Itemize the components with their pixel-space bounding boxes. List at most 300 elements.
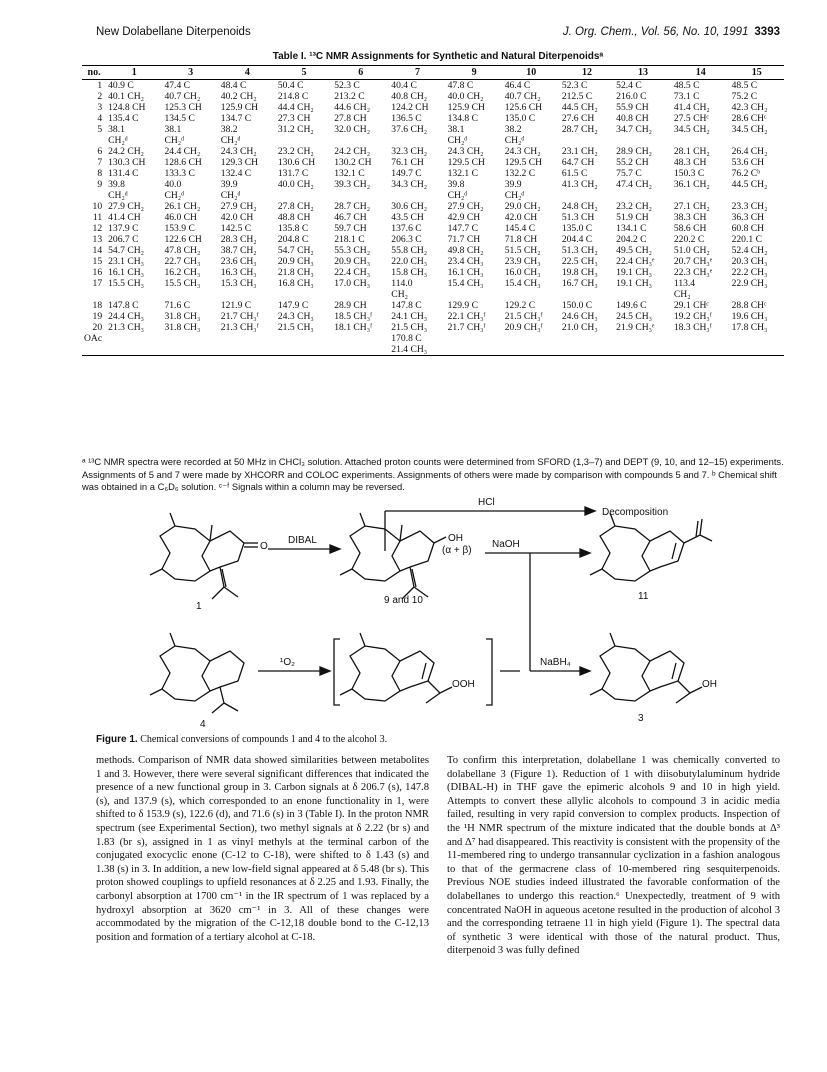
table-cell: CH₂ᵈ (504, 135, 525, 146)
table-cell: CH₂ᵈ (164, 190, 185, 201)
table-cell: 48.5 C (731, 80, 758, 91)
table-cell: 149.7 C (391, 168, 422, 179)
table-cell: 53.6 CH (731, 157, 765, 168)
table-cell: 55.3 CH₂ (334, 245, 371, 256)
table-cell: 28.9 CH₂ (616, 146, 653, 157)
row-number-cell: 5 (97, 124, 103, 135)
table-cell: 46.7 CH (334, 212, 367, 223)
table-cell: 147.8 C (108, 300, 139, 311)
table-cell: 129.5 CH (504, 157, 543, 168)
table-cell: 42.0 CH (504, 212, 538, 223)
table-cell: CH₂ᵈ (108, 135, 128, 146)
row-number-cell: 19 (92, 311, 103, 322)
column-header: 5 (276, 66, 332, 80)
table-cell: 44.5 CH₂ (731, 179, 768, 190)
table-cell: 135.0 C (504, 113, 536, 124)
table-cell: 20.7 CH₃ᵉ (673, 256, 713, 267)
table-cell: 129.5 CH (447, 157, 485, 168)
table-cell (446, 333, 503, 344)
table-cell: 26.1 CH₂ (164, 201, 201, 212)
table-cell: 20.3 CH₃ (731, 256, 768, 267)
table-cell: 75.2 C (731, 91, 758, 102)
table-cell: 124.2 CH (391, 102, 429, 113)
table-cell: 147.9 C (277, 300, 309, 311)
table-cell: 21.7 CH₃ᶠ (220, 311, 259, 322)
table-cell: 19.1 CH₃ (616, 278, 653, 289)
table-cell: 40.0 CH₂ (277, 179, 314, 190)
table-cell: 31.8 CH₃ (164, 322, 201, 333)
table-cell: 29.0 CH₂ (504, 201, 541, 212)
table-cell: 19.1 CH₃ (616, 267, 653, 278)
table-cell: CH₂ᵈ (164, 135, 185, 146)
table-cell (560, 190, 614, 201)
table-cell: 71.7 CH (447, 234, 481, 245)
table-cell: 38.7 CH₂ (220, 245, 257, 256)
table-cell (672, 344, 730, 356)
table-cell: CH₂ (391, 289, 408, 300)
hydroperoxide-label: OOH (452, 679, 475, 690)
table-cell: 26.4 CH₂ (731, 146, 768, 157)
column-header: 10 (503, 66, 560, 80)
table-cell: 28.7 CH₂ (334, 201, 371, 212)
table-cell: 58.6 CH (673, 223, 707, 234)
table-cell: 32.0 CH₂ (334, 124, 371, 135)
table-cell: 28.6 CHᶜ (731, 113, 767, 124)
table-cell: 27.9 CH₂ (108, 201, 144, 212)
compound-1-structure (150, 513, 258, 599)
table-cell: 125.9 CH (447, 102, 485, 113)
table-cell: 132.4 C (220, 168, 252, 179)
table-cell (332, 333, 389, 344)
table-cell: 40.1 CH₂ (108, 91, 144, 102)
running-head (96, 26, 780, 42)
table-cell: 204.2 C (616, 234, 647, 245)
table-cell (332, 135, 389, 146)
table-row (82, 267, 784, 278)
table-cell: 60.8 CH (731, 223, 765, 234)
table-cell: 27.9 CH₂ (447, 201, 484, 212)
table-cell: 130.6 CH (277, 157, 316, 168)
table-cell: 23.4 CH₃ (447, 256, 484, 267)
table-cell: 124.8 CH (108, 102, 146, 113)
table-cell (614, 344, 672, 356)
row-number-cell: 14 (92, 245, 103, 256)
table-row (82, 157, 784, 168)
table-cell (503, 289, 560, 300)
table-cell: 38.2 (504, 124, 522, 135)
table-cell: 30.6 CH₂ (391, 201, 428, 212)
table-cell: 28.3 CH₂ (220, 234, 257, 245)
row-number-cell (82, 289, 106, 300)
table-cell: 51.3 CH₂ (561, 245, 598, 256)
table-cell (560, 333, 614, 344)
table-cell: 220.1 C (731, 234, 762, 245)
table-cell: 52.4 C (616, 80, 642, 91)
table-cell: CH₂ᵈ (447, 135, 468, 146)
table-cell: 27.5 CHᶜ (673, 113, 709, 124)
table-cell (106, 289, 162, 300)
table-cell: 31.2 CH₂ (277, 124, 314, 135)
table-cell: 38.3 CH (673, 212, 707, 223)
table-cell: 34.7 CH₂ (616, 124, 653, 135)
hydroxyl-label-3: OH (702, 679, 717, 690)
column-header: 13 (614, 66, 672, 80)
row-number-cell: 12 (92, 223, 103, 234)
row-number-cell (82, 135, 106, 146)
table-cell: 51.3 CH (561, 212, 595, 223)
table-cell: 16.3 CH₃ (220, 267, 257, 278)
table-row (82, 245, 784, 256)
table-cell: 147.7 C (447, 223, 479, 234)
compound-9-10-structure (340, 513, 446, 599)
table-cell: 40.4 C (391, 80, 417, 91)
table-cell: 24.2 CH₂ (334, 146, 371, 157)
table-cell: 40.0 (164, 179, 182, 190)
table-cell: 147.8 C (391, 300, 422, 311)
table-cell: 38.1 (164, 124, 182, 135)
table-cell: 16.2 CH₃ (164, 267, 201, 278)
table-cell: 18.3 CH₃ᶠ (673, 322, 712, 333)
table-cell: 129.9 C (447, 300, 479, 311)
table-cell: 47.4 CH₂ (616, 179, 653, 190)
table-cell: 22.3 CH₃ᵉ (673, 267, 713, 278)
reagent-hcl: HCl (478, 497, 495, 508)
table-cell: 23.1 CH₂ (561, 146, 598, 157)
table-cell: 41.3 CH₂ (561, 179, 598, 190)
table-cell: 149.6 C (616, 300, 647, 311)
table-cell (332, 289, 389, 300)
table-cell: 130.3 CH (108, 157, 146, 168)
table-cell: 37.6 CH₂ (391, 124, 428, 135)
table-cell: 41.4 CH₂ (673, 102, 710, 113)
compound-label-4: 4 (200, 719, 206, 730)
table-cell: 18.5 CH₃ᶠ (334, 311, 373, 322)
table-cell: 16.1 CH₃ (447, 267, 484, 278)
table-cell: 28.7 CH₂ (561, 124, 598, 135)
table-row (82, 91, 784, 102)
table-cell: 27.9 CH₂ (220, 201, 257, 212)
column-header: 14 (672, 66, 730, 80)
row-number-cell: 16 (92, 267, 103, 278)
table-cell (560, 289, 614, 300)
table-cell: CH₂ (673, 289, 691, 300)
table-cell: 34.3 CH₂ (391, 179, 428, 190)
table-cell (503, 344, 560, 356)
table-cell: 19.6 CH₃ (731, 311, 768, 322)
table-cell: 24.3 CH₂ (447, 146, 484, 157)
table-cell: 22.4 CH₃ (334, 267, 371, 278)
table-cell: 51.5 CH₂ (504, 245, 541, 256)
table-row (82, 333, 784, 344)
reaction-scheme-svg (140, 491, 780, 731)
table-cell: 28.1 CH₂ (673, 146, 710, 157)
table-cell: 71.8 CH (504, 234, 538, 245)
table-cell (162, 344, 218, 356)
table-cell: 145.4 C (504, 223, 536, 234)
table-cell: 47.4 C (164, 80, 191, 91)
compound-label-9-10: 9 and 10 (384, 595, 423, 606)
table-cell: 47.8 C (447, 80, 474, 91)
table-cell: 24.5 CH₃ (616, 311, 653, 322)
table-cell (389, 135, 445, 146)
table-cell: 71.6 C (164, 300, 191, 311)
table-cell: 129.3 CH (220, 157, 259, 168)
table-cell: 24.1 CH₃ (391, 311, 428, 322)
table-cell: 48.8 CH (277, 212, 311, 223)
table-cell: CH₂ᵈ (108, 190, 128, 201)
table-cell: 125.6 CH (504, 102, 543, 113)
table-cell: 131.7 C (277, 168, 309, 179)
table-cell (446, 289, 503, 300)
table-cell (730, 135, 784, 146)
table-cell: 39.8 (447, 179, 465, 190)
table-cell (730, 289, 784, 300)
table-cell (560, 344, 614, 356)
row-number-cell: 7 (97, 157, 103, 168)
table-cell: 36.1 CH₂ (673, 179, 710, 190)
table-cell (672, 333, 730, 344)
table-cell: 135.8 C (277, 223, 309, 234)
table-cell: 55.8 CH₂ (391, 245, 428, 256)
table-cell: 216.0 C (616, 91, 647, 102)
figure-1-scheme (140, 491, 780, 731)
hydroxyl-label-9-10: OH (448, 533, 463, 544)
table-cell: 133.3 C (164, 168, 195, 179)
table-cell: 218.1 C (334, 234, 365, 245)
table-cell (614, 289, 672, 300)
alpha-beta-label: (α + β) (442, 545, 472, 556)
figure-caption (96, 734, 387, 745)
row-number-cell: 11 (92, 212, 103, 223)
table-cell (503, 333, 560, 344)
table-row (82, 322, 784, 333)
table-cell (389, 190, 445, 201)
table-cell (672, 135, 730, 146)
journal-citation: J. Org. Chem., Vol. 56, No. 10, 1991 (562, 26, 749, 38)
table-cell: 24.3 CH₂ (220, 146, 257, 157)
table-cell: 24.2 CH₂ (108, 146, 144, 157)
table-cell (106, 344, 162, 356)
table-cell: 24.4 CH₂ (164, 146, 201, 157)
table-cell: 49.8 CH₂ (447, 245, 484, 256)
table-cell: 214.8 C (277, 91, 309, 102)
table-row (82, 124, 784, 135)
table-cell: 21.0 CH₃ (561, 322, 598, 333)
hcl-arrowhead (585, 507, 595, 515)
table-cell: 21.4 CH₃ (389, 344, 445, 356)
table-row (82, 201, 784, 212)
table-cell: 75.7 C (616, 168, 642, 179)
table-cell: 125.3 CH (164, 102, 202, 113)
table-cell: 23.9 CH₃ (504, 256, 541, 267)
bracket-right (486, 639, 492, 705)
table-cell (162, 333, 218, 344)
table-cell: 50.4 C (277, 80, 304, 91)
table-cell: 24.6 CH₃ (561, 311, 598, 322)
figure-caption-label: Figure 1. (96, 734, 138, 745)
table-cell: 22.1 CH₃ᶠ (447, 311, 486, 322)
column-header: 3 (162, 66, 218, 80)
column-header: 1 (106, 66, 162, 80)
table-cell: 73.1 C (673, 91, 700, 102)
table-cell: 22.2 CH₃ (731, 267, 768, 278)
body-text-left-column: methods. Comparison of NMR data showed similarities between metabolites 1 and 3. However, there were several significant differences that indicated the presence of a new functional group in 3. Carbon signals at δ 206.7 (s), 147.8 (s), and 137.9 (s), which corresponded to an enone functionality in 1, were shifted to δ 153.9 (s), 122.6 (d), and 71.6 (s) in 3 (Table I). In the proton NMR spectrum (see Experimental Section), two methyl signals at δ 2.22 (br s) and 1.83 (br s), assigned in 1 as vinyl methyls at the terminal carbon of the conjugated exocyclic enone (C-12 to C-18), were shifted to δ 1.43 (s) and 1.38 (s) in 3. In addition, a new low-field signal appeared at δ 5.48 (br s). This proton showed couplings to upfield resonances at δ 2.25 and 1.93. Finally, the carbonyl absorption at 1700 cm⁻¹ in the IR spectrum of 1 was replaced by a hydroxyl absorption at 3620 cm⁻¹ in 3. All of these changes were accommodated by the migration of the C-12,18 double bond to the C-12,13 position and formation of a tertiary alcohol at C-18. (96, 755, 429, 943)
table-cell: 27.8 CH (334, 113, 367, 124)
table-cell: 43.5 CH (391, 212, 424, 223)
table-cell: 22.5 CH₃ (561, 256, 598, 267)
table-cell (730, 333, 784, 344)
table-cell: 170.8 C (391, 333, 422, 344)
table-cell: 134.5 C (164, 113, 195, 124)
table-cell (276, 333, 332, 344)
table-cell: 21.5 CH₃ᶠ (504, 311, 543, 322)
table-row (82, 234, 784, 245)
row-number-cell: 8 (97, 168, 103, 179)
column-header: 9 (446, 66, 503, 80)
table-cell: 15.8 CH₃ (391, 267, 428, 278)
table-cell: 17.0 CH₃ (334, 278, 371, 289)
table-cell (614, 333, 672, 344)
table-cell: 212.5 C (561, 91, 593, 102)
table-cell: 16.1 CH₃ (108, 267, 144, 278)
table-cell: 23.3 CH₂ (731, 201, 768, 212)
bracket-left (334, 639, 340, 705)
table-cell: 59.7 CH (334, 223, 367, 234)
table-cell (672, 190, 730, 201)
table-cell: 22.4 CH₃ᵉ (616, 256, 655, 267)
table-cell: 129.2 C (504, 300, 536, 311)
table-cell: 15.4 CH₃ (447, 278, 484, 289)
column-header: 12 (560, 66, 614, 80)
row-number-cell: 10 (92, 201, 103, 212)
table-cell: 135.0 C (561, 223, 593, 234)
table-cell: 20.9 CH₃ (277, 256, 314, 267)
table-cell: 206.3 C (391, 234, 422, 245)
table-cell: 24.8 CH₂ (561, 201, 598, 212)
decomposition-label: Decomposition (602, 507, 669, 518)
table-cell: 16.0 CH₃ (504, 267, 541, 278)
row-number-cell: 17 (92, 278, 103, 289)
table-cell: 52.4 CH₂ (731, 245, 768, 256)
row-number-cell: 3 (97, 102, 103, 113)
table-header-row (82, 66, 784, 80)
table-cell: 76.2 Cᵇ (731, 168, 761, 179)
table-cell: 48.5 C (673, 80, 700, 91)
table-cell: 39.9 (504, 179, 522, 190)
table-cell: 21.7 CH₃ᶠ (447, 322, 486, 333)
compound-label-3: 3 (638, 713, 644, 724)
row-number-cell (82, 344, 106, 356)
table-cell: 213.2 C (334, 91, 365, 102)
table-cell: 20.9 CH₃ᶠ (504, 322, 543, 333)
table-cell: 36.3 CH (731, 212, 765, 223)
table-cell: 49.5 CH₂ (616, 245, 653, 256)
table-cell: 40.7 CH₂ (504, 91, 541, 102)
table-cell: CH₂ᵈ (220, 135, 241, 146)
figure-caption-text: Chemical conversions of compounds 1 and 4 to the alcohol 3. (140, 734, 388, 745)
table-cell: 48.3 CH (673, 157, 707, 168)
column-header: 6 (332, 66, 389, 80)
table-cell: 38.1 (447, 124, 465, 135)
table-cell: 51.0 CH₂ (673, 245, 710, 256)
table-cell: 38.2 (220, 124, 238, 135)
hydroperoxide-intermediate-structure (340, 633, 452, 703)
row-number-cell: 13 (92, 234, 103, 245)
table-cell: 15.3 CH₃ (220, 278, 257, 289)
table-cell: 40.0 CH₂ (447, 91, 484, 102)
table-row (82, 168, 784, 179)
table-cell (614, 190, 672, 201)
table-cell: 44.5 CH₂ (561, 102, 598, 113)
table-cell: 113.4 (673, 278, 696, 289)
row-number-cell: 18 (92, 300, 103, 311)
table-cell (219, 344, 276, 356)
table-row (82, 344, 784, 356)
table-cell: 21.3 CH₃ (108, 322, 144, 333)
table-row (82, 223, 784, 234)
table-cell: 46.4 C (504, 80, 531, 91)
table-cell: 137.9 C (108, 223, 139, 234)
table-cell: 24.3 CH₃ (277, 311, 314, 322)
table-cell: 153.9 C (164, 223, 195, 234)
table-cell: 46.0 CH (164, 212, 197, 223)
table-cell: CH₂ᵈ (504, 190, 525, 201)
table-cell (332, 190, 389, 201)
table-row (82, 190, 784, 201)
table-cell: 28.9 CH (334, 300, 367, 311)
table-cell: 48.4 C (220, 80, 247, 91)
table-row (82, 135, 784, 146)
table-cell: 21.5 CH₃ (277, 322, 314, 333)
table-cell: 55.9 CH (616, 102, 649, 113)
table-cell: 15.5 CH₃ (108, 278, 144, 289)
table-cell (276, 344, 332, 356)
page-number: 3393 (754, 26, 780, 38)
row-number-cell: OAc (84, 333, 103, 344)
table-cell (446, 344, 503, 356)
table-cell: 40.9 C (108, 80, 134, 91)
reagent-singlet-oxygen: ¹O₂ (280, 657, 295, 668)
row-number-cell: 20 (92, 322, 103, 333)
table-cell: 17.8 CH₃ (731, 322, 768, 333)
reagent-dibal: DIBAL (288, 535, 317, 546)
table-cell: 22.7 CH₃ (164, 256, 201, 267)
table-cell: 52.3 C (561, 80, 588, 91)
table-cell: 34.5 CH₂ (673, 124, 710, 135)
table-row (82, 212, 784, 223)
table-row (82, 80, 784, 92)
table-cell: CH₂ᵈ (220, 190, 241, 201)
table-cell: 136.5 C (391, 113, 422, 124)
table-cell: 132.1 C (334, 168, 365, 179)
table-cell: 55.2 CH (616, 157, 649, 168)
table-cell: 21.5 CH₃ (391, 322, 428, 333)
column-header: 15 (730, 66, 784, 80)
table-cell: 32.3 CH₂ (391, 146, 428, 157)
table-cell: 27.8 CH₂ (277, 201, 314, 212)
carbonyl-oxygen-label: O (260, 541, 268, 552)
table-cell (219, 333, 276, 344)
table-cell: 121.9 C (220, 300, 252, 311)
compound-11-structure (590, 513, 712, 581)
table-row (82, 102, 784, 113)
table-cell: 114.0 (391, 278, 413, 289)
table-cell: 20.9 CH₃ (334, 256, 371, 267)
table-cell: 24.3 CH₂ (504, 146, 541, 157)
table-row (82, 179, 784, 190)
table-cell: 23.2 CH₂ (277, 146, 314, 157)
table-cell: 23.6 CH₃ (220, 256, 257, 267)
